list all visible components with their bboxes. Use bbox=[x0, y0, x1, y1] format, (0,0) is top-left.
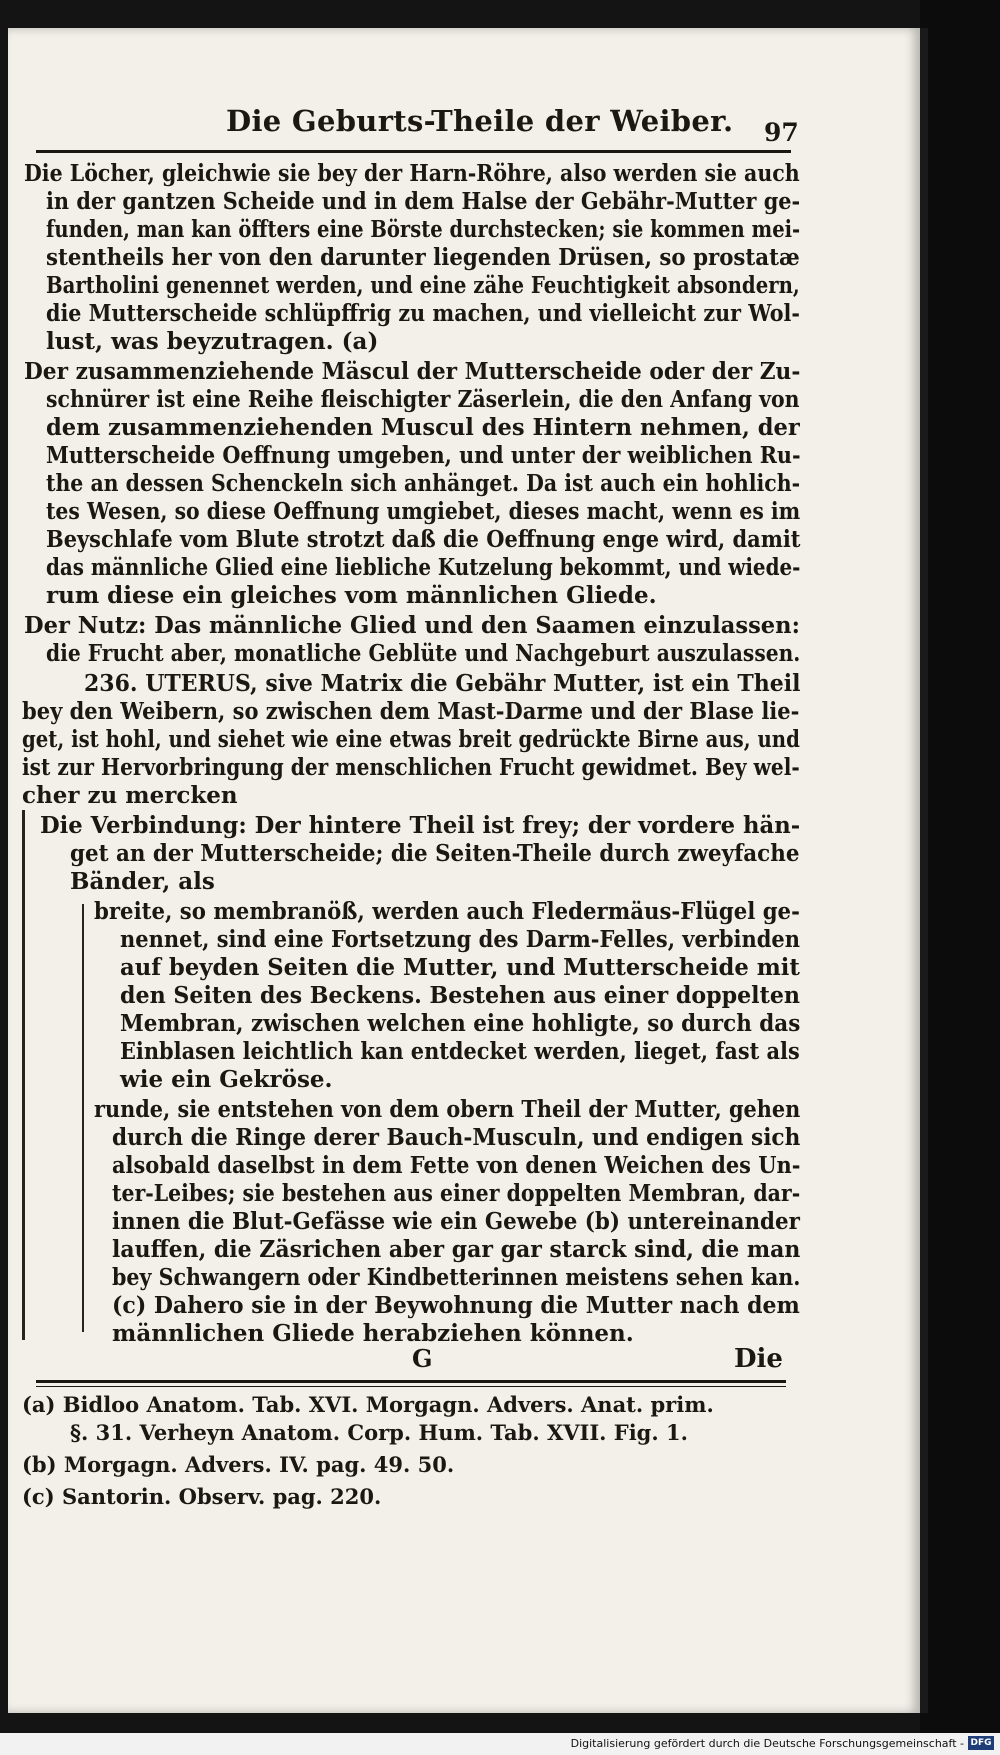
text-line: Der Nutz: Das männliche Glied und den Saamen einzulassen: bbox=[24, 612, 800, 639]
footnote: (a) Bidloo Anatom. Tab. XVI. Morgagn. Advers. Anat. prim. bbox=[22, 1392, 714, 1417]
text-line: den Seiten des Beckens. Bestehen aus einer doppelten bbox=[120, 982, 801, 1009]
text-line: lauffen, die Zäsrichen aber gar gar starck sind, die man bbox=[112, 1236, 801, 1263]
footnote: (c) Santorin. Observ. pag. 220. bbox=[22, 1484, 382, 1509]
text-line: rum diese ein gleiches vom männlichen Gliede. bbox=[46, 582, 657, 609]
signature-mark: G bbox=[412, 1344, 433, 1373]
dfg-logo: DFG bbox=[968, 1736, 994, 1750]
text-line: schnürer ist eine Reihe fleischigter Zäserlein, die den Anfang von bbox=[46, 386, 800, 413]
text-line: Die Verbindung: Der hintere Theil ist frey; der vordere hän- bbox=[40, 812, 801, 839]
text-line: wie ein Gekröse. bbox=[120, 1066, 333, 1093]
text-line: dem zusammenziehenden Muscul des Hintern nehmen, der bbox=[46, 414, 800, 441]
text-line: funden, man kan öffters eine Börste durchstecken; sie kommen mei- bbox=[46, 216, 801, 243]
text-line: 236. UTERUS, sive Matrix die Gebähr Mutter, ist ein Theil bbox=[84, 670, 801, 697]
text-line: auf beyden Seiten die Mutter, und Mutterscheide mit bbox=[120, 954, 800, 981]
running-head: Die Geburts-Theile der Weiber. bbox=[226, 104, 734, 138]
text-line: breite, so membranöß, werden auch Fledermäus-Flügel ge- bbox=[94, 898, 800, 925]
scan-background bbox=[920, 0, 1000, 1755]
text-line: das männliche Glied eine liebliche Kutzelung bekommt, und wiede- bbox=[46, 554, 801, 581]
text-line: ist zur Hervorbringung der menschlichen Frucht gewidmet. Bey wel- bbox=[22, 754, 800, 781]
text-line: Membran, zwischen welchen eine hohligte, so durch das bbox=[120, 1010, 801, 1037]
catchword: Die bbox=[734, 1344, 783, 1374]
page-number: 97 bbox=[764, 118, 799, 147]
text-line: get an der Mutterscheide; die Seiten-Theile durch zweyfache bbox=[70, 840, 800, 867]
text-line: Bartholini genennet werden, und eine zähe Feuchtigkeit absondern, bbox=[46, 272, 800, 299]
bracket-verbindung bbox=[22, 810, 41, 1340]
text-line: alsobald daselbst in dem Fette von denen Weichen des Un- bbox=[112, 1152, 801, 1179]
text-line: durch die Ringe derer Bauch-Musculn, und endigen sich bbox=[112, 1124, 801, 1151]
bracket-breite bbox=[82, 904, 94, 1102]
text-line: Der zusammenziehende Mäscul der Mutterscheide oder der Zu- bbox=[24, 358, 801, 385]
text-line: Mutterscheide Oeffnung umgeben, und unter der weiblichen Ru- bbox=[46, 442, 801, 469]
text-line: bey den Weibern, so zwischen dem Mast-Darme und der Blase lie- bbox=[22, 698, 800, 725]
text-line: nennet, sind eine Fortsetzung des Darm-Felles, verbinden bbox=[120, 926, 801, 953]
text-line: bey Schwangern oder Kindbetterinnen meistens sehen kan. bbox=[112, 1264, 801, 1291]
funding-credit: Digitalisierung gefördert durch die Deutsche Forschungsgemeinschaft - bbox=[570, 1737, 964, 1750]
text-line: Beyschlafe vom Blute strotzt daß die Oeffnung enge wird, damit bbox=[46, 526, 801, 553]
text-line: ter-Leibes; sie bestehen aus einer doppelten Membran, dar- bbox=[112, 1180, 801, 1207]
text-line: the an dessen Schenckeln sich anhänget. Da ist auch ein hohlich- bbox=[46, 470, 801, 497]
text-line: tes Wesen, so diese Oeffnung umgiebet, dieses macht, wenn es im bbox=[46, 498, 801, 525]
text-line: cher zu mercken bbox=[22, 782, 238, 809]
text-line: stentheils her von den darunter liegenden Drüsen, so prostatæ bbox=[46, 244, 800, 271]
footnote-rule bbox=[36, 1380, 786, 1383]
text-line: die Frucht aber, monatliche Geblüte und Nachgeburt auszulassen. bbox=[46, 640, 801, 667]
text-line: get, ist hohl, und siehet wie eine etwas breit gedrückte Birne aus, und bbox=[22, 726, 800, 753]
text-line: Die Löcher, gleichwie sie bey der Harn-Röhre, also werden sie auch bbox=[24, 160, 800, 187]
footnote: §. 31. Verheyn Anatom. Corp. Hum. Tab. XVII. Fig. 1. bbox=[70, 1420, 688, 1445]
text-line: Bänder, als bbox=[70, 868, 215, 895]
footnote: (b) Morgagn. Advers. IV. pag. 49. 50. bbox=[22, 1452, 455, 1477]
text-line: männlichen Gliede herabziehen können. bbox=[112, 1320, 634, 1347]
text-line: lust, was beyzutragen. (a) bbox=[46, 328, 379, 355]
text-line: die Mutterscheide schlüpffrig zu machen, und vielleicht zur Wol- bbox=[46, 300, 800, 327]
text-line: in der gantzen Scheide und in dem Halse der Gebähr-Mutter ge- bbox=[46, 188, 801, 215]
header-rule bbox=[36, 150, 791, 153]
text-line: runde, sie entstehen von dem obern Theil der Mutter, gehen bbox=[94, 1096, 801, 1123]
footnote-rule-thin bbox=[36, 1386, 786, 1387]
bracket-runde bbox=[82, 1102, 94, 1332]
text-line: innen die Blut-Gefässe wie ein Gewebe (b) untereinander bbox=[112, 1208, 800, 1235]
text-line: (c) Dahero sie in der Beywohnung die Mutter nach dem bbox=[112, 1292, 800, 1319]
text-line: Einblasen leichtlich kan entdecket werden, lieget, fast als bbox=[120, 1038, 800, 1065]
